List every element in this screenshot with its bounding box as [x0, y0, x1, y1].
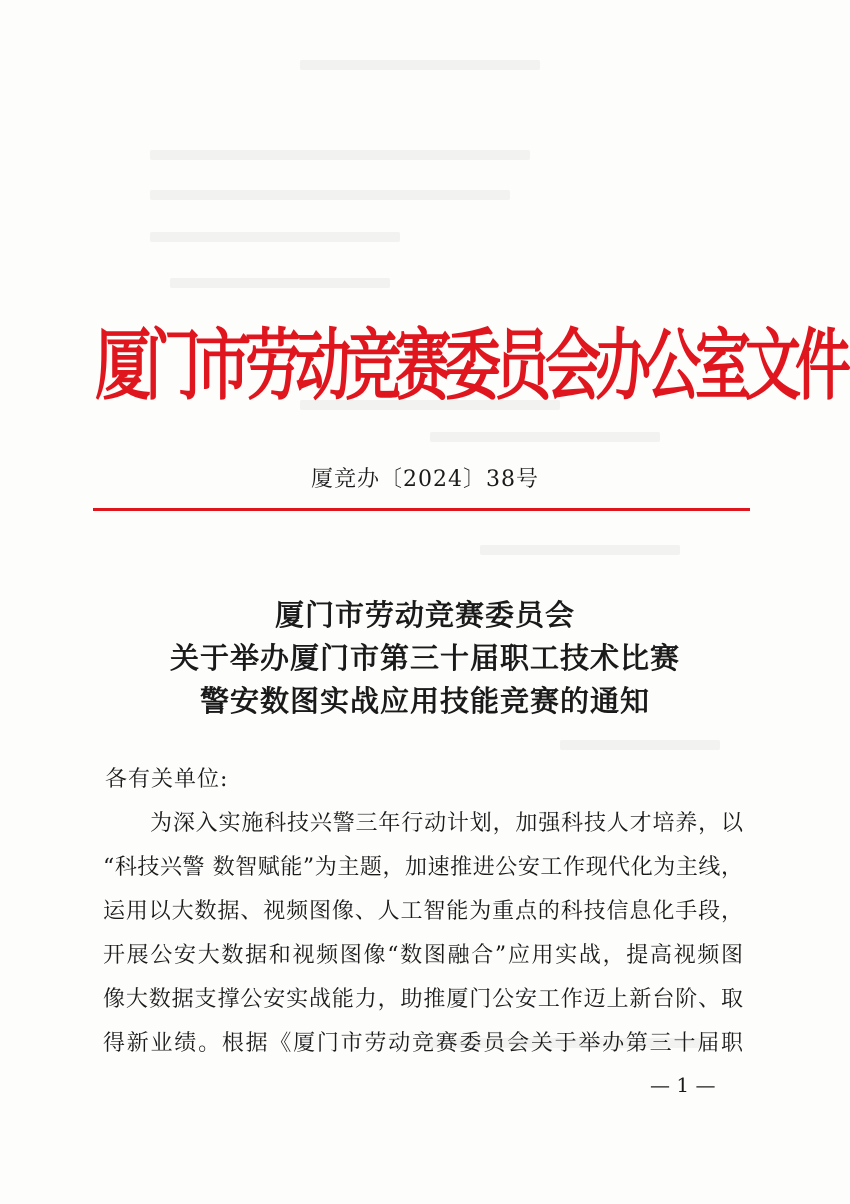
document-title-line-2: 关于举办厦门市第三十届职工技术比赛	[169, 641, 680, 675]
red-separator-rule	[93, 508, 750, 511]
document-title-line-1: 厦门市劳动竞赛委员会	[274, 598, 575, 632]
bleed-through-mark	[560, 740, 720, 750]
document-title-line-3: 警安数图实战应用技能竞赛的通知	[199, 684, 650, 718]
salutation: 各有关单位:	[105, 767, 229, 792]
bleed-through-mark	[150, 232, 400, 242]
body-line: “科技兴警 数智赋能”为主题，加速推进公安工作现代化为主线，	[103, 855, 743, 880]
bleed-through-mark	[150, 150, 530, 160]
bleed-through-mark	[150, 190, 510, 200]
body-line: 运用以大数据、视频图像、人工智能为重点的科技信息化手段，	[103, 899, 743, 924]
body-line: 像大数据支撑公安实战能力，助推厦门公安工作迈上新台阶、取	[103, 987, 743, 1012]
bleed-through-mark	[480, 545, 680, 555]
document-number: 厦竞办〔2024〕38号	[311, 467, 539, 492]
body-line: 为深入实施科技兴警三年行动计划，加强科技人才培养，以	[150, 811, 743, 836]
body-line: 开展公安大数据和视频图像“数图融合”应用实战，提高视频图	[103, 943, 743, 968]
bleed-through-mark	[170, 278, 390, 288]
issuer-header: 厦门市劳动竞赛委员会办公室文件	[95, 320, 845, 412]
bleed-through-mark	[300, 60, 540, 70]
bleed-through-mark	[430, 432, 660, 442]
body-line: 得新业绩。根据《厦门市劳动竞赛委员会关于举办第三十届职	[103, 1031, 743, 1056]
page-number: — 1 —	[650, 1073, 716, 1097]
